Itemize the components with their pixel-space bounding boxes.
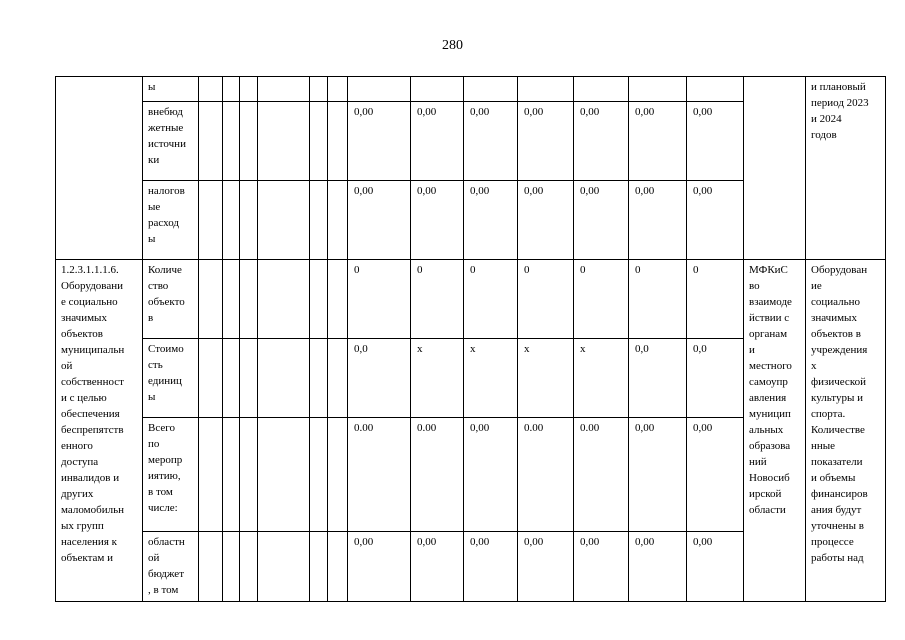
value-cell: 0 [411,260,464,339]
value-cell: 0,00 [348,532,411,602]
value-cell: 0,00 [629,532,687,602]
value-cell: 0,00 [574,102,629,181]
value-cell: 0,00 [687,102,744,181]
value-cell: 0 [518,260,574,339]
value-cell [518,77,574,102]
source-label: ы [143,77,199,102]
value-cell: 0,00 [518,532,574,602]
page-number: 280 [442,38,463,53]
value-cell: 0,00 [464,102,518,181]
value-cell: 0,00 [348,102,411,181]
source-label: внебюд жетные источни ки [143,102,199,181]
value-cell [574,77,629,102]
value-cell: 0,00 [629,418,687,532]
value-cell: 0.00 [411,418,464,532]
indicator-label: областн ой бюджет , в том [143,532,199,602]
indicator-label: Всего по меропр иятию, в том числе: [143,418,199,532]
value-cell: 0,00 [687,532,744,602]
indicator-label: Количе ство объекто в [143,260,199,339]
result-cell: и плановый период 2023 и 2024 годов [806,77,886,260]
value-cell: 0,0 [629,339,687,418]
executor-cell: МФКиС во взаимоде йствии с органам и местного самоупр авления муницип альных образова ний Новосиб ирской области [744,260,806,602]
indicator-label: Стоимо сть единиц ы [143,339,199,418]
value-cell: 0,00 [411,181,464,260]
value-cell: 0 [348,260,411,339]
value-cell: 0,00 [464,532,518,602]
value-cell [629,77,687,102]
value-cell: 0,00 [574,181,629,260]
value-cell: х [574,339,629,418]
value-cell: 0,00 [411,532,464,602]
value-cell: 0,0 [348,339,411,418]
program-table [55,76,886,602]
measure-name-cell [56,77,143,260]
value-cell: х [464,339,518,418]
value-cell: 0 [464,260,518,339]
value-cell: 0.00 [574,418,629,532]
value-cell: 0,00 [518,102,574,181]
value-cell: 0,00 [411,102,464,181]
measure-name-cell: 1.2.3.1.1.1.6. Оборудовани е социально значимых объектов муниципальн ой собственност и с целью обеспечения беспрепятств енного доступа инвалидов и других маломобильн ых групп населения к объектам и [56,260,143,602]
value-cell: 0,00 [687,418,744,532]
value-cell [464,77,518,102]
value-cell: 0,00 [518,181,574,260]
value-cell: 0,00 [464,418,518,532]
value-cell: 0,00 [464,181,518,260]
value-cell: 0,00 [629,181,687,260]
value-cell: 0.00 [348,418,411,532]
value-cell [411,77,464,102]
table-row [56,260,886,339]
table-row [56,77,886,102]
value-cell [687,77,744,102]
value-cell: 0 [629,260,687,339]
value-cell: 0,00 [574,532,629,602]
value-cell: 0 [687,260,744,339]
source-label: налогов ые расход ы [143,181,199,260]
value-cell: 0,0 [687,339,744,418]
result-cell: Оборудован ие социально значимых объектов в учреждения х физической культуры и спорта. Количестве нные показатели и объемы финансиров ания будут уточнены в процессе работы над [806,260,886,602]
value-cell: 0,00 [687,181,744,260]
value-cell: 0 [574,260,629,339]
value-cell: х [518,339,574,418]
executor-cell [744,77,806,260]
value-cell [348,77,411,102]
value-cell: 0,00 [348,181,411,260]
value-cell: 0.00 [518,418,574,532]
value-cell: х [411,339,464,418]
value-cell: 0,00 [629,102,687,181]
